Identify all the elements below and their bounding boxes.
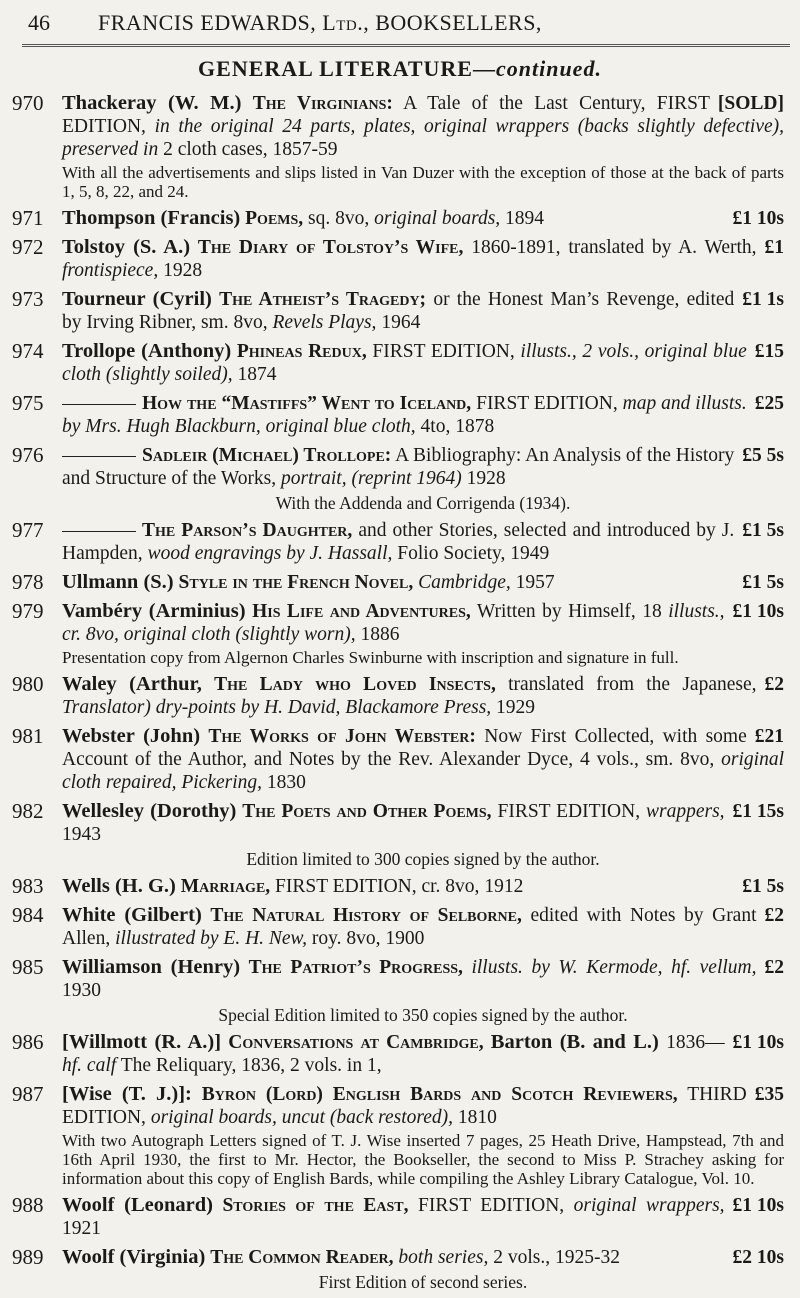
- catalogue-entry: [12, 956, 784, 1025]
- description: 1836—: [666, 1032, 725, 1053]
- lot-number: 985: [12, 955, 44, 979]
- imprint: 1928: [163, 260, 203, 281]
- entry-body: [62, 1031, 784, 1077]
- description: A Tale of the Last Century, FIRST EDITION,: [62, 93, 710, 137]
- price: £1 15s: [732, 801, 784, 822]
- lot-number: 979: [12, 599, 44, 623]
- description: FIRST EDITION,: [418, 1195, 565, 1216]
- book-title: Phineas Redux,: [236, 341, 367, 362]
- imprint: 1810: [457, 1107, 497, 1128]
- imprint: 1921: [62, 1218, 101, 1239]
- provenance-note: Presentation copy from Algernon Charles Swinburne with inscription and signature in full.: [62, 648, 679, 667]
- price: £2: [764, 674, 784, 695]
- binding-note: frontispiece,: [62, 260, 159, 281]
- book-title: The Atheist’s Tragedy;: [219, 289, 427, 310]
- price: £15: [754, 341, 784, 362]
- entry-body: [62, 800, 784, 869]
- imprint: 1957: [515, 572, 555, 593]
- author: Woolf (Virginia): [62, 1246, 206, 1268]
- lot-number: 983: [12, 874, 44, 898]
- section-title-text: GENERAL LITERATURE: [198, 56, 473, 81]
- author: Wellesley (Dorothy): [62, 800, 237, 822]
- lot-number: 982: [12, 799, 44, 823]
- catalogue-entry: [12, 444, 784, 513]
- description: Written by Himself, 18: [476, 601, 662, 622]
- binding-note: illusts., 2 vols., original blue cloth (slightly soiled),: [62, 341, 747, 385]
- page-header: [28, 10, 780, 40]
- book-title: Poems,: [245, 208, 304, 229]
- catalogue-entry: [12, 519, 784, 565]
- imprint: 1912: [484, 876, 524, 897]
- binding-note: illusts. by W. Kermode, hf. vellum,: [471, 957, 757, 978]
- catalogue-entry: [12, 571, 784, 594]
- book-title: The Virginians:: [252, 93, 393, 114]
- description: sq. 8vo,: [308, 208, 370, 229]
- catalogue-entry: [12, 207, 784, 230]
- catalogue-entry: [12, 875, 784, 898]
- description: and other Stories, selected and introduced by J. Hampden,: [62, 520, 735, 564]
- binding-note: original wrappers,: [573, 1195, 725, 1216]
- catalogue-entry: [12, 725, 784, 794]
- ditto-dash: [62, 404, 136, 405]
- imprint: 1943: [62, 824, 101, 845]
- binding-note-extra: original blue cloth,: [265, 416, 416, 437]
- entry-body: [62, 392, 784, 438]
- lot-number: 974: [12, 339, 44, 363]
- author: Thompson (Francis): [62, 207, 241, 229]
- entry-body: [62, 904, 784, 950]
- entry-body: [62, 725, 784, 794]
- catalogue-entry: [12, 92, 784, 201]
- imprint: 1830: [266, 772, 306, 793]
- provenance-note: With all the advertisements and slips listed in Van Duzer with the exception of those at the back of parts 1, 5, 8, 22, and 24.: [62, 163, 784, 201]
- catalogue-entry: [12, 904, 784, 950]
- price: £1 5s: [742, 572, 784, 593]
- catalogue-entry: [12, 800, 784, 869]
- book-title: The Natural History of Selborne,: [210, 905, 522, 926]
- binding-note: Translator): [62, 697, 156, 718]
- binding-note: Cambridge,: [418, 572, 511, 593]
- author: [Wise (T. J.)]:: [62, 1083, 192, 1105]
- book-title: The Poets and Other Poems,: [242, 801, 492, 822]
- description: FIRST EDITION,: [372, 341, 515, 362]
- ditto-dash: [62, 531, 136, 532]
- book-title: His Life and Adventures,: [252, 601, 471, 622]
- lot-number: 986: [12, 1030, 44, 1054]
- price: £35: [754, 1084, 784, 1105]
- ditto-dash: [62, 456, 136, 457]
- lot-number: 970: [12, 91, 44, 115]
- binding-note: wood engravings by J. Hassall,: [147, 543, 393, 564]
- book-title: The Works of John Webster:: [208, 726, 476, 747]
- entry-body: [62, 288, 784, 334]
- author: Vambéry (Arminius): [62, 600, 246, 622]
- entry-body: [62, 1083, 784, 1188]
- price: £1 5s: [742, 876, 784, 897]
- price: £21: [754, 726, 784, 747]
- imprint: Folio Society, 1949: [397, 543, 550, 564]
- binding-note: original boards, uncut (back restored),: [150, 1107, 454, 1128]
- description: A Bibliography: An Analysis of the History and Structure of the Works,: [62, 445, 735, 489]
- price: £1 10s: [732, 1032, 784, 1053]
- catalogue-entry: [12, 673, 784, 719]
- author: [Willmott (R. A.)]: [62, 1031, 222, 1053]
- edition-note: With the Addenda and Corrigenda (1934).: [275, 493, 571, 513]
- author: Ullmann (S.): [62, 571, 174, 593]
- entry-body: [62, 956, 784, 1025]
- header-rule: [22, 44, 790, 47]
- binding-note: illusts., cr. 8vo, original cloth (slightly worn),: [62, 601, 725, 645]
- lot-number: 977: [12, 518, 44, 542]
- author: Woolf (Leonard): [62, 1194, 213, 1216]
- imprint: The Reliquary, 1836, 2 vols. in 1,: [120, 1055, 382, 1076]
- binding-note: original boards,: [374, 208, 501, 229]
- book-title: Byron (Lord) English Bards and Scotch Reviewers,: [201, 1084, 678, 1105]
- imprint: 2 vols., 1925-32: [493, 1247, 620, 1268]
- binding-note: map and illusts. by Mrs. Hugh Blackburn,: [62, 393, 747, 437]
- author: Williamson (Henry): [62, 956, 241, 978]
- book-title: Stories of the East,: [222, 1195, 409, 1216]
- lot-number: 989: [12, 1245, 44, 1269]
- author: Webster (John): [62, 725, 201, 747]
- edition-note: Edition limited to 300 copies signed by the author.: [246, 849, 600, 869]
- entry-body: [62, 673, 784, 719]
- author: Wells (H. G.): [62, 875, 176, 897]
- description: edited with Notes by Grant Allen,: [62, 905, 757, 949]
- entry-body: [62, 519, 784, 565]
- running-title: FRANCIS EDWARDS, Ltd., BOOKSELLERS,: [98, 10, 542, 35]
- catalogue-entry: [12, 1194, 784, 1240]
- catalogue-entry: [12, 236, 784, 282]
- entry-body: [62, 600, 784, 667]
- price: £2 10s: [732, 1247, 784, 1268]
- price: £25: [754, 393, 784, 414]
- catalogue-entry: [12, 392, 784, 438]
- binding-note: both series,: [398, 1247, 489, 1268]
- imprint-extra: 1929: [496, 697, 536, 718]
- lot-number: 972: [12, 235, 44, 259]
- author: Thackeray (W. M.): [62, 92, 242, 114]
- section-title-suffix: continued.: [495, 56, 602, 81]
- book-title: Sadleir (Michael) Trollope:: [142, 445, 392, 466]
- price: £1: [764, 237, 784, 258]
- binding-note: illustrated by E. H. New,: [115, 928, 307, 949]
- catalogue-entries: [12, 92, 784, 1298]
- binding-note: portrait,: [281, 468, 347, 489]
- entry-body: [62, 92, 784, 201]
- book-title: The Patriot’s Progress,: [248, 957, 463, 978]
- entry-body: [62, 571, 784, 594]
- entry-body: [62, 236, 784, 282]
- imprint: roy. 8vo, 1900: [311, 928, 425, 949]
- author: Tolstoy (S. A.): [62, 236, 191, 258]
- imprint: 1928: [466, 468, 506, 489]
- author: White (Gilbert): [62, 904, 202, 926]
- book-title: Conversations at Cambridge,: [228, 1032, 484, 1053]
- price: £1 10s: [732, 601, 784, 622]
- price: £1 10s: [732, 1195, 784, 1216]
- description: FIRST EDITION,: [497, 801, 641, 822]
- entry-body: [62, 1246, 784, 1292]
- provenance-note: With two Autograph Letters signed of T. J. Wise inserted 7 pages, 25 Heath Drive, Hampstead, 7th and 16th April 1930, the first to Mr. Hector, the Bookseller, the second to Miss P. Strachey asking for information about this copy of English Bards, while compiling the Ashley Library Catalogue, Vol. 10.: [62, 1131, 784, 1188]
- book-title: The Parson’s Daughter,: [142, 520, 353, 541]
- lot-number: 971: [12, 206, 44, 230]
- lot-number: 988: [12, 1193, 44, 1217]
- price: £1 1s: [742, 289, 784, 310]
- binding-note: in the original 24 parts, plates, original wrappers (backs slightly defective), preserved in: [62, 116, 784, 160]
- catalogue-entry: [12, 1246, 784, 1292]
- entry-body: [62, 1194, 784, 1240]
- binding-note-extra: dry-points by H. David, Blackamore Press,: [155, 697, 492, 718]
- lot-number: 978: [12, 570, 44, 594]
- edition-note: Special Edition limited to 350 copies signed by the author.: [218, 1005, 628, 1025]
- lot-number: 973: [12, 287, 44, 311]
- price: £5 5s: [742, 445, 784, 466]
- imprint: 1930: [62, 980, 101, 1001]
- imprint: 1964: [381, 312, 421, 333]
- entry-body: [62, 875, 784, 898]
- catalogue-entry: [12, 1031, 784, 1077]
- description: FIRST EDITION, cr. 8vo,: [275, 876, 480, 897]
- author: Waley (Arthur,: [62, 673, 202, 695]
- description: or the Honest Man’s Revenge, edited by Irving Ribner, sm. 8vo,: [62, 289, 735, 333]
- binding-note: original cloth repaired, Pickering,: [62, 749, 784, 793]
- lot-number: 981: [12, 724, 44, 748]
- description: translated from the Japanese,: [508, 674, 757, 695]
- price: £1 10s: [732, 208, 784, 229]
- price: £2: [764, 905, 784, 926]
- book-title: Marriage,: [180, 876, 271, 897]
- binding-note: Revels Plays,: [272, 312, 377, 333]
- binding-note-extra: (reprint 1964): [351, 468, 462, 489]
- second-author: Barton (B. and L.): [490, 1031, 659, 1053]
- price: £2: [764, 957, 784, 978]
- edition-note: First Edition of second series.: [318, 1272, 528, 1292]
- lot-number: 984: [12, 903, 44, 927]
- book-title: The Diary of Tolstoy’s Wife,: [197, 237, 464, 258]
- imprint: 4to,: [420, 416, 451, 437]
- book-title: Style in the French Novel,: [178, 572, 414, 593]
- section-title: GENERAL LITERATURE—continued.: [198, 56, 602, 81]
- entry-body: [62, 207, 784, 230]
- price: £1 5s: [742, 520, 784, 541]
- imprint: 1894: [505, 208, 545, 229]
- imprint-extra: 1878: [455, 416, 495, 437]
- book-title: The Lady who Loved Insects,: [214, 674, 496, 695]
- imprint: 2 cloth cases, 1857-59: [163, 139, 338, 160]
- catalogue-entry: [12, 600, 784, 667]
- lot-number: 980: [12, 672, 44, 696]
- author: Tourneur (Cyril): [62, 288, 212, 310]
- lot-number: 976: [12, 443, 44, 467]
- binding-note: wrappers,: [646, 801, 725, 822]
- lot-number: 987: [12, 1082, 44, 1106]
- description: FIRST EDITION,: [476, 393, 618, 414]
- description: THIRD EDITION,: [62, 1084, 747, 1128]
- lot-number: 975: [12, 391, 44, 415]
- entry-body: [62, 340, 784, 386]
- author: Trollope (Anthony): [62, 340, 232, 362]
- page-number: 46: [28, 10, 50, 35]
- price: [SOLD]: [717, 93, 784, 114]
- catalogue-entry: [12, 288, 784, 334]
- description: Now First Collected, with some Account of the Author, and Notes by the Rev. Alexander Dyce, 4 vols., sm. 8vo,: [62, 726, 747, 770]
- binding-note-extra: hf. calf: [62, 1055, 117, 1076]
- imprint: 1886: [360, 624, 400, 645]
- entry-body: [62, 444, 784, 513]
- book-title: How the “Mastiffs” Went to Iceland,: [142, 393, 472, 414]
- imprint: 1874: [237, 364, 277, 385]
- catalogue-entry: [12, 340, 784, 386]
- book-title: The Common Reader,: [210, 1247, 394, 1268]
- description: 1860-1891, translated by A. Werth,: [471, 237, 757, 258]
- catalogue-entry: [12, 1083, 784, 1188]
